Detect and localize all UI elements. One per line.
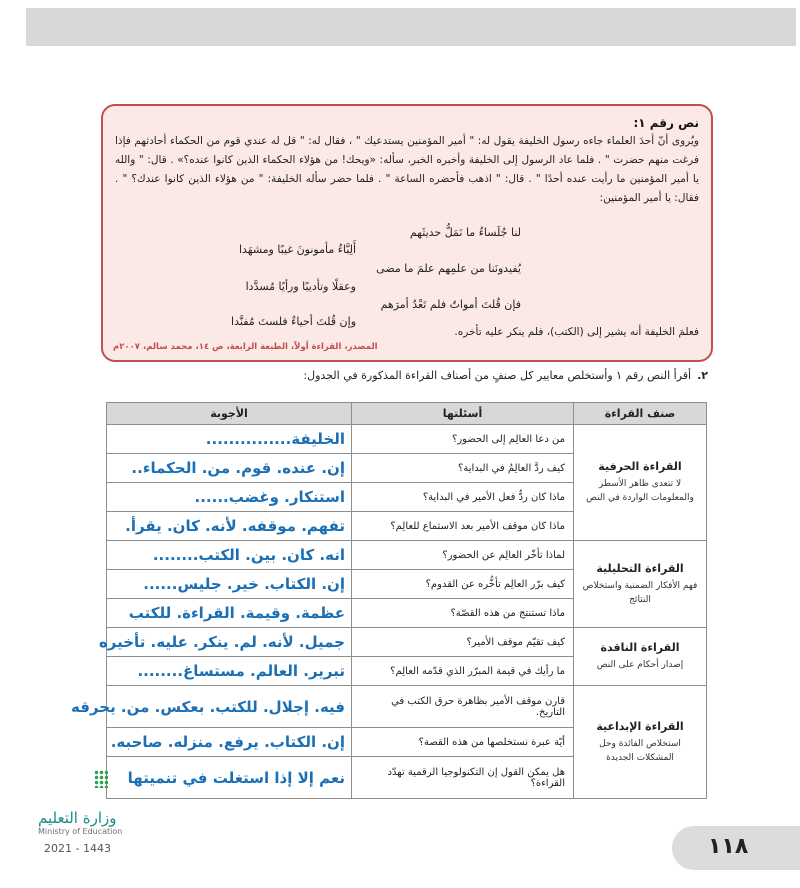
answer-text: استنكار. وغضب......: [194, 488, 345, 506]
excerpt-paragraph: ويُروى أنّ أحدَ العلماء جاءه رسول الخليفة يقول له: " أمير المؤمنين يستدعيك " ، فقال له: " قل له عندي قوم من الحكماء أحادثهم فإذا فرغت منهم حضرت " . فلما عاد الرسول إلى الخليفة وأخبره الخبر، سأله: «ويحك! من هؤلاء الحكماء الذين كانوا عنده؟» . قال: " والله يا أمير المؤمنين ما رأيت عنده أحدًا " . قال: " اذهب فأحضره الساعة " . فلما حضر سأله الخليفة: " من هؤلاء الذين كانوا عندك؟ " . فقال: يا أمير المؤمنين:: [115, 135, 699, 204]
category-critical: [574, 628, 707, 686]
answer-text: تبرير. العالم. مستساغ........: [137, 662, 345, 680]
answer-cell[interactable]: [107, 599, 352, 628]
category-desc: إصدار أحكام على النص: [596, 660, 684, 670]
ministry-name-en: Ministry of Education: [38, 827, 123, 836]
poem-verse: لنا جُلَساءُ ما نَمَلُّ حديثَهم: [409, 226, 521, 239]
header-answers: الأجوبة: [107, 403, 352, 425]
answer-text: إن. الكتاب. يرفع. منزله. صاحبه.: [110, 733, 345, 751]
poem-verse: وإن قُلتَ أحياءٌ فلستَ مُفنَّدا: [231, 315, 356, 328]
question-cell: هل يمكن القول إن التكنولوجيا الرقمية تهدّد القراءة؟: [352, 757, 574, 799]
question-cell: ماذا كان ردُّ فعل الأمير في البداية؟: [352, 483, 574, 512]
answer-cell[interactable]: [107, 483, 352, 512]
answer-cell[interactable]: [107, 425, 352, 454]
category-creative: [574, 686, 707, 799]
poem-verse: وعقلًا وتأديبًا ورأيًا مُسدَّدا: [245, 280, 356, 293]
answer-text: فيه. إجلال. للكتب. بعكس. من. يحرقه: [71, 697, 345, 716]
question-cell: لماذا تأخّر العالِم عن الحضور؟: [352, 541, 574, 570]
top-band: [26, 8, 796, 46]
ministry-logo: [38, 808, 148, 836]
excerpt-title: نص رقم ١:: [633, 116, 699, 130]
answer-text: إن. عنده. قوم. من. الحكماء..: [131, 459, 345, 477]
category-title: القراءة الناقدة: [600, 641, 680, 654]
answer-cell[interactable]: [107, 570, 352, 599]
page-number: ١١٨: [708, 834, 749, 859]
answer-cell[interactable]: [107, 657, 352, 686]
text-excerpt-box: [101, 104, 713, 362]
answer-text: جميل. لأنه. لم. ينكر. عليه. تأخيره: [98, 633, 345, 651]
category-desc: استخلاص الفائدة وحل المشكلات الجديدة: [599, 738, 681, 763]
category-title: القراءة الحرفية: [598, 460, 682, 473]
answer-cell[interactable]: [98, 628, 352, 657]
question-cell: من دعا العالِم إلى الحضور؟: [352, 425, 574, 454]
category-desc: لا تتعدى ظاهر الأسطر والمعلومات الواردة في النص: [586, 479, 694, 503]
category-title: القراءة الإبداعية: [596, 719, 684, 733]
question-cell: ماذا تستنتج من هذه القصّة؟: [352, 599, 574, 628]
answer-text: الخليفة...............: [205, 430, 345, 448]
question-cell: ما رأيك في قيمة المبرّر الذي قدّمه العالِم؟: [352, 657, 574, 686]
category-desc: فهم الأفكار الضمنية واستخلاص النتائج: [582, 580, 698, 605]
category-title: القراءة التحليلية: [596, 561, 684, 575]
poem-verse: فإن قُلتَ أمواتٌ فلم تَعْدُ أمرَهم: [380, 298, 521, 311]
task-text: أقرأ النص رقم ١ وأستخلص معايير كل صنفٍ من أصناف القراءة المذكورة في الجدول:: [303, 369, 692, 382]
task-number: ٢.: [697, 369, 708, 382]
poem-verse: يُفيدونَنا من علمِهم علمَ ما مضى: [376, 262, 521, 275]
table-row: [107, 686, 707, 728]
table-row: [107, 628, 707, 657]
answer-cell[interactable]: [107, 757, 352, 799]
table-row: [107, 541, 707, 570]
header-category: صنف القراءة: [574, 403, 707, 425]
table-row: [107, 425, 707, 454]
answer-cell[interactable]: [107, 454, 352, 483]
category-literal: [574, 425, 707, 541]
question-cell: كيف برّر العالِم تأخُّره عن القدوم؟: [352, 570, 574, 599]
answer-cell[interactable]: [71, 686, 352, 728]
answer-text: إن. الكتاب. خير. جليس......: [143, 575, 345, 593]
answer-text: عظمة. وقيمة. القراءة. للكتب: [128, 604, 345, 622]
question-cell: ماذا كان موقف الأمير بعد الاستماع للعالِم؟: [352, 512, 574, 541]
task-instruction: [88, 368, 708, 383]
ministry-name-ar: وزارة التعليم: [38, 809, 117, 827]
answer-text: انه. كان. بين. الكتب........: [152, 546, 345, 564]
answer-cell[interactable]: [107, 512, 352, 541]
reading-table: [71, 402, 707, 799]
excerpt-conclusion: فعلمَ الخليفة أنه يشير إلى (الكتب)، فلم ينكر عليه تأخره.: [454, 326, 699, 338]
excerpt-source: المصدر، القراءة أولاً، الطبعة الرابعة، ص ١٤، محمد سالم، ٢٠٠٧م: [113, 342, 378, 352]
edition-year: 2021 - 1443: [44, 842, 111, 855]
answer-text: تفهم. موقفه. لأنه. كان. يقرأ.: [125, 517, 345, 535]
decorative-dots-icon: [94, 770, 108, 788]
question-cell: كيف ردَّ العالِمُ في البداية؟: [352, 454, 574, 483]
question-cell: كيف تقيّم موقف الأمير؟: [352, 628, 574, 657]
question-cell: قارن موقف الأمير بظاهرة حرق الكتب في التاريخ.: [352, 686, 574, 728]
answer-cell[interactable]: [107, 728, 352, 757]
answer-text: نعم إلا إذا استغلت في تنميتها: [127, 768, 345, 787]
question-cell: أيّة عبرة نستخلصها من هذه القصة؟: [352, 728, 574, 757]
header-questions: أسئلتها: [352, 403, 574, 425]
poem-verse: أَلِبَّاءُ مأمونونَ غيبًا ومشهَدا: [238, 243, 356, 256]
answer-cell[interactable]: [107, 541, 352, 570]
category-analytical: [574, 541, 707, 628]
